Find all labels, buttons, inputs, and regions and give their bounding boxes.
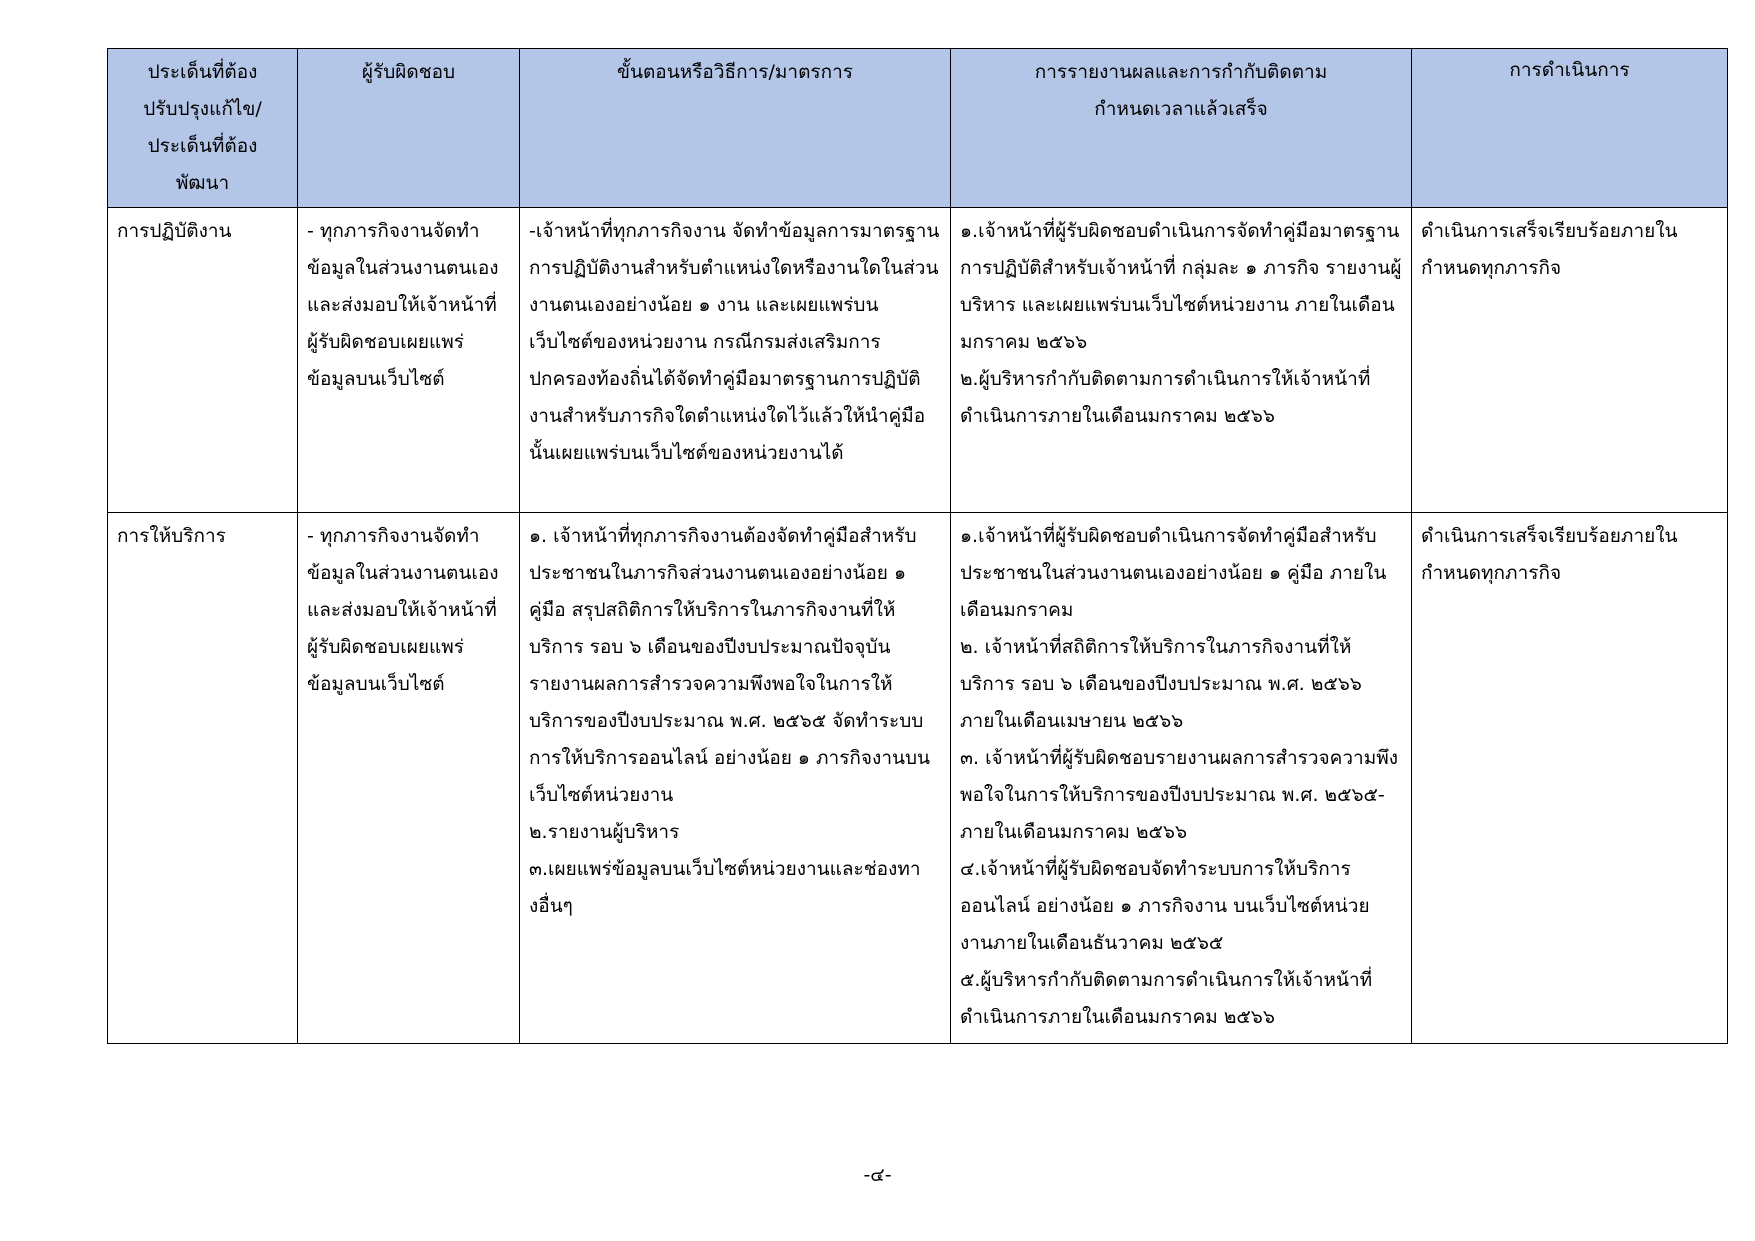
header-responsible: ผู้รับผิดชอบ bbox=[298, 49, 520, 208]
improvement-plan-table bbox=[107, 48, 1728, 1044]
cell-responsible: - ทุกภารกิจงานจัดทำข้อมูลในส่วนงานตนเอง และส่งมอบให้เจ้าหน้าที่ผู้รับผิดชอบเผยแพร่ข้อมูลบนเว็บไซต์ bbox=[298, 208, 520, 513]
page-number: -๔- bbox=[863, 1164, 892, 1186]
cell-responsible: - ทุกภารกิจงานจัดทำข้อมูลในส่วนงานตนเอง และส่งมอบให้เจ้าหน้าที่ผู้รับผิดชอบเผยแพร่ข้อมูลบนเว็บไซต์ bbox=[298, 513, 520, 1044]
cell-issue: การให้บริการ bbox=[108, 513, 298, 1044]
cell-reporting: ๑.เจ้าหน้าที่ผู้รับผิดชอบดำเนินการจัดทำคู่มือมาตรฐานการปฏิบัติสำหรับเจ้าหน้าที่ กลุ่มละ ๑ ภารกิจ รายงานผู้บริหาร และเผยแพร่บนเว็บไซต์หน่วยงาน ภายในเดือนมกราคม ๒๕๖๖ ๒.ผู้บริหารกำกับติดตามการดำเนินการให้เจ้าหน้าที่ดำเนินการภายในเดือนมกราคม ๒๕๖๖ bbox=[951, 208, 1412, 513]
cell-procedure: ๑. เจ้าหน้าที่ทุกภารกิจงานต้องจัดทำคู่มือสำหรับประชาชนในภารกิจส่วนงานตนเองอย่างน้อย ๑ คู่มือ สรุปสถิติการให้บริการในภารกิจงานที่ให้บริการ รอบ ๖ เดือนของปีงบประมาณปัจจุบัน รายงานผลการสำรวจความพึงพอใจในการให้บริการของปีงบประมาณ พ.ศ. ๒๕๖๕ จัดทำระบบการให้บริการออนไลน์ อย่างน้อย ๑ ภารกิจงานบนเว็บไซต์หน่วยงาน ๒.รายงานผู้บริหาร ๓.เผยแพร่ข้อมูลบนเว็บไซต์หน่วยงานและช่องทางอื่นๆ bbox=[520, 513, 951, 1044]
header-procedure: ขั้นตอนหรือวิธีการ/มาตรการ bbox=[520, 49, 951, 208]
cell-procedure: -เจ้าหน้าที่ทุกภารกิจงาน จัดทำข้อมูลการมาตรฐานการปฏิบัติงานสำหรับตำแหน่งใดหรืองานใดในส่วนงานตนเองอย่างน้อย ๑ งาน และเผยแพร่บนเว็บไซต์ของหน่วยงาน กรณีกรมส่งเสริมการปกครองท้องถิ่นได้จัดทำคู่มือมาตรฐานการปฏิบัติงานสำหรับภารกิจใดตำแหน่งใดไว้แล้วให้นำคู่มือนั้นเผยแพร่บนเว็บไซต์ของหน่วยงานได้ bbox=[520, 208, 951, 513]
cell-status: ดำเนินการเสร็จเรียบร้อยภายในกำหนดทุกภารกิจ bbox=[1412, 513, 1728, 1044]
cell-reporting: ๑.เจ้าหน้าที่ผู้รับผิดชอบดำเนินการจัดทำคู่มือสำหรับประชาชนในส่วนงานตนเองอย่างน้อย ๑ คู่มือ ภายในเดือนมกราคม ๒. เจ้าหน้าที่สถิติการให้บริการในภารกิจงานที่ให้บริการ รอบ ๖ เดือนของปีงบประมาณ พ.ศ. ๒๕๖๖ ภายในเดือนเมษายน ๒๕๖๖ ๓. เจ้าหน้าที่ผู้รับผิดชอบรายงานผลการสำรวจความพึงพอใจในการให้บริการของปีงบประมาณ พ.ศ. ๒๕๖๕- ภายในเดือนมกราคม ๒๕๖๖ ๔.เจ้าหน้าที่ผู้รับผิดชอบจัดทำระบบการให้บริการออนไลน์ อย่างน้อย ๑ ภารกิจงาน บนเว็บไซต์หน่วยงานภายในเดือนธันวาคม ๒๕๖๕ ๕.ผู้บริหารกำกับติดตามการดำเนินการให้เจ้าหน้าที่ดำเนินการภายในเดือนมกราคม ๒๕๖๖ bbox=[951, 513, 1412, 1044]
table-row bbox=[108, 513, 1728, 1044]
table-row bbox=[108, 208, 1728, 513]
table-header-row bbox=[108, 49, 1728, 208]
header-status: การดำเนินการ bbox=[1412, 49, 1728, 208]
cell-issue: การปฏิบัติงาน bbox=[108, 208, 298, 513]
header-issue: ประเด็นที่ต้อง ปรับปรุงแก้ไข/ ประเด็นที่ต้อง พัฒนา bbox=[108, 49, 298, 208]
cell-status: ดำเนินการเสร็จเรียบร้อยภายในกำหนดทุกภารกิจ bbox=[1412, 208, 1728, 513]
header-reporting: การรายงานผลและการกำกับติดตาม กำหนดเวลาแล้วเสร็จ bbox=[951, 49, 1412, 208]
